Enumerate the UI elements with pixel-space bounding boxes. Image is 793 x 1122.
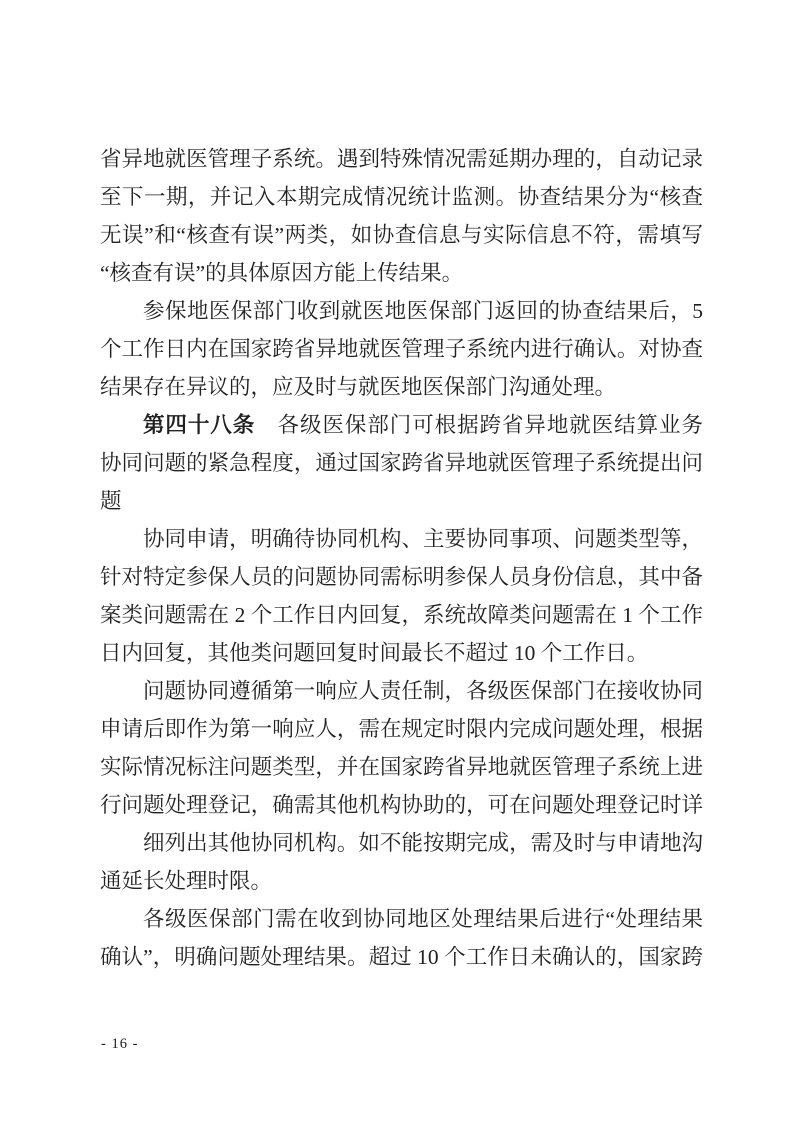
text-run: 协同问题的紧急程度，通过国家跨省异地就医管理子系统提出问 <box>100 451 703 475</box>
text-run: 通延长处理时限。 <box>100 869 273 893</box>
text-run: 无误”和“核查有误”两类，如协查信息与实际信息不符，需填写 <box>100 223 703 247</box>
text-run: “核查有误”的具体原因方能上传结果。 <box>100 261 464 285</box>
text-run: 协同申请，明确待协同机构、主要协同事项、问题类型等， <box>143 527 703 551</box>
text-run: 细列出其他协同机构。如不能按期完成，需及时与申请地沟 <box>143 831 703 855</box>
text-run: 省异地就医管理子系统。遇到特殊情况需延期办理的，自动记录 <box>100 147 703 171</box>
text-line <box>100 520 703 558</box>
text-line <box>100 368 703 406</box>
text-run: 日内回复，其他类问题回复时间最长不超过 10 个工作日。 <box>100 641 649 665</box>
text-run: 个工作日内在国家跨省异地就医管理子系统内进行确认。对协查 <box>100 337 703 361</box>
text-run: 申请后即作为第一响应人，需在规定时限内完成问题处理，根据 <box>100 717 703 741</box>
text-run: 确认”，明确问题处理结果。超过 10 个工作日未确认的，国家跨 <box>100 945 703 969</box>
text-line <box>100 292 703 330</box>
text-line <box>100 254 703 292</box>
text-line <box>100 748 703 786</box>
text-run: 题 <box>100 489 122 513</box>
page-body-text <box>100 140 703 976</box>
text-line <box>100 938 703 976</box>
text-run: 案类问题需在 2 个工作日内回复，系统故障类问题需在 1 个工作 <box>100 603 703 627</box>
text-line <box>100 178 703 216</box>
text-line <box>100 672 703 710</box>
text-line <box>100 786 703 824</box>
text-line <box>100 482 703 520</box>
article-number-heading: 第四十八条 <box>143 413 256 437</box>
text-run: 结果存在异议的，应及时与就医地医保部门沟通处理。 <box>100 375 617 399</box>
text-line <box>100 406 703 444</box>
text-line <box>100 596 703 634</box>
text-line <box>100 140 703 178</box>
text-run: 各级医保部门需在收到协同地区处理结果后进行“处理结果 <box>143 907 703 931</box>
text-run: 各级医保部门可根据跨省异地就医结算业务 <box>255 413 703 437</box>
text-line <box>100 330 703 368</box>
text-line <box>100 444 703 482</box>
text-run: 问题协同遵循第一响应人责任制，各级医保部门在接收协同 <box>143 679 703 703</box>
text-run: 实际情况标注问题类型，并在国家跨省异地就医管理子系统上进 <box>100 755 703 779</box>
text-line <box>100 862 703 900</box>
text-line <box>100 634 703 672</box>
page-number: - 16 - <box>101 1036 139 1052</box>
text-line <box>100 558 703 596</box>
text-line <box>100 824 703 862</box>
text-run: 至下一期，并记入本期完成情况统计监测。协查结果分为“核查 <box>100 185 703 209</box>
text-run: 行问题处理登记，确需其他机构协助的，可在问题处理登记时详 <box>100 793 703 817</box>
text-line <box>100 900 703 938</box>
text-line <box>100 710 703 748</box>
text-run: 参保地医保部门收到就医地医保部门返回的协查结果后，5 <box>143 299 703 323</box>
text-run: 针对特定参保人员的问题协同需标明参保人员身份信息，其中备 <box>100 565 703 589</box>
text-line <box>100 216 703 254</box>
